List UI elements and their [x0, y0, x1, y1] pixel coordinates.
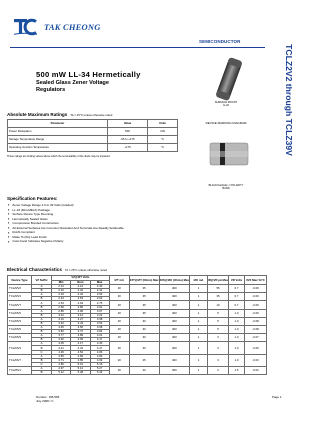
cell-izt: 20 [109, 317, 129, 325]
cell-vz-nom: 3.89 [71, 334, 90, 338]
cell-vz-nom: 3.27 [71, 317, 90, 321]
cell-tc: -0.06 [245, 342, 267, 354]
electrical-table [7, 275, 267, 375]
bullet-icon: ▪ [8, 206, 10, 212]
feature-text: Surface Device Type Mounting [12, 212, 54, 217]
abs-col-units: Units [148, 120, 178, 128]
bullet-icon: ▪ [8, 225, 10, 230]
cell-vr: 0.7 [229, 293, 245, 301]
cell-zzt: 35 [129, 301, 159, 309]
cell-vz-max: 2.52 [90, 293, 109, 297]
cell-device: TCLZ4V7 [8, 354, 32, 366]
bullet-icon: ▪ [8, 229, 10, 235]
feature-text: Zener Voltage Range 2.0 to 39 Volts (Graded) [12, 203, 74, 207]
cell-vz-nom: 3.56 [71, 325, 90, 329]
col-device: Device Type [8, 276, 32, 285]
cell-vz-min: 3.92 [52, 338, 71, 342]
cell-tc: -0.09 [245, 309, 267, 317]
header-divider [10, 47, 265, 48]
cell-vz-nom: 2.96 [71, 309, 90, 313]
bullet-icon: ▪ [8, 202, 10, 208]
cell-suffix: B [32, 305, 52, 309]
title-line-3: Regulators [36, 87, 66, 93]
cell-suffix: A [32, 285, 52, 289]
cell-vr: 1.5 [229, 366, 245, 374]
cell-vz-min: 4.21 [52, 346, 71, 350]
cell-zzk: 400 [159, 317, 189, 325]
cell-vz-nom: 2.64 [71, 301, 90, 305]
cell-izt: 20 [109, 293, 129, 301]
cell-izt: 20 [109, 342, 129, 354]
features-list [8, 203, 124, 244]
cell-suffix: A [32, 317, 52, 321]
cell-vz-nom: 3.43 [71, 321, 90, 325]
cell-vz-max: 3.68 [90, 325, 109, 329]
side-title [272, 10, 292, 190]
cell-izk: 1 [190, 293, 208, 301]
cell-vz-min: 4.05 [52, 342, 71, 346]
features-heading: Specification Features: [7, 196, 58, 201]
cell-vr: 1.0 [229, 342, 245, 354]
cell-ir: 5 [208, 309, 229, 317]
cell-ir: 2 [208, 366, 229, 374]
cell-zzt: 30 [129, 317, 159, 325]
cell-suffix: B [32, 330, 52, 334]
bullet-icon: ▪ [8, 211, 10, 217]
col-vz-max: Max [90, 280, 109, 285]
col-zzk: ZZK@IZK (Ohms) Max [159, 276, 189, 285]
cell-ir: 5 [208, 325, 229, 333]
cell-vz-max: 2.75 [90, 301, 109, 305]
cell-zzk: 400 [159, 309, 189, 317]
cell-vz-max: 3.38 [90, 317, 109, 321]
cell-izt: 20 [109, 285, 129, 293]
abs-col-value: Value [108, 120, 148, 128]
cell-vz-min: 2.22 [52, 289, 71, 293]
cell-vz-min: 2.69 [52, 305, 71, 309]
cell-zzk: 400 [159, 325, 189, 333]
cell-izk: 1 [190, 301, 208, 309]
cell-izk: 1 [190, 317, 208, 325]
marking-diagram [206, 129, 252, 179]
cell-vz-nom: 4.34 [71, 346, 90, 350]
cell-vz-min: 4.86 [52, 362, 71, 366]
cell-vz-min: 3.45 [52, 325, 71, 329]
cell-vz-nom: 2.53 [71, 297, 90, 301]
feature-text: LL-34 (Mini-MELF) Package [12, 207, 50, 212]
cell-device: TCLZ3V3 [8, 317, 32, 325]
cell-vz-max: 3.53 [90, 321, 109, 325]
feature-text: Color band Indicates Negative Polarity [12, 239, 64, 244]
electrical-heading: Electrical Characteristics TA = 25°C unless otherwise noted [7, 267, 107, 272]
abs-col-parameter: Parameter [8, 120, 108, 128]
cell-vz-max: 5.43 [90, 371, 109, 375]
cell-vz-min: 5.12 [52, 371, 71, 375]
polarity-caption: BLACK/Cathode = POLARITY BAND [208, 184, 244, 190]
cell-vz-max: 3.84 [90, 330, 109, 334]
cell-vz-nom: 3.72 [71, 330, 90, 334]
cell-tc: -0.09 [245, 301, 267, 309]
cell-suffix: A [32, 342, 52, 346]
cell-zzt: 35 [129, 285, 159, 293]
cell-izt: 20 [109, 366, 129, 374]
cell-izk: 1 [190, 342, 208, 354]
cell-izk: 1 [190, 309, 208, 317]
cell-suffix: B [32, 313, 52, 317]
cell-suffix: A [32, 325, 52, 329]
abs-max-row [8, 144, 178, 152]
company-name: TAK CHEONG [44, 22, 101, 32]
cell-vz-nom: 5.12 [71, 366, 90, 370]
cell-suffix: A [32, 301, 52, 305]
cell-zzt: 30 [129, 342, 159, 354]
cell-ir: 5 [208, 317, 229, 325]
cell-izt: 20 [109, 309, 129, 317]
cell-vz-max: 4.17 [90, 338, 109, 342]
cell-vz-max: 4.01 [90, 334, 109, 338]
footer-info [36, 395, 59, 403]
cell-vz-min: 3.77 [52, 334, 71, 338]
cell-device: TCLZ3V9 [8, 334, 32, 342]
abs-cell-value: +175 [108, 144, 148, 152]
cell-vz-min: 3.32 [52, 321, 71, 325]
cell-ir: 3 [208, 354, 229, 366]
cell-vr: 0.7 [229, 285, 245, 293]
col-vz-nom: Nom [71, 280, 90, 285]
cell-device: TCLZ3V6 [8, 325, 32, 333]
cell-vr: 0.7 [229, 301, 245, 309]
abs-max-row [8, 136, 178, 144]
bullet-icon: ▪ [8, 238, 10, 244]
abs-max-table [7, 119, 178, 152]
cell-ir: 55 [208, 285, 229, 293]
cell-vz-min: 2.33 [52, 293, 71, 297]
abs-cell-units: °C [148, 144, 178, 152]
cell-vz-nom: 2.42 [71, 293, 90, 297]
cell-izk: 1 [190, 354, 208, 366]
cell-vz-nom: 2.21 [71, 285, 90, 289]
cell-vz-nom: 5.28 [71, 371, 90, 375]
cell-izt: 20 [109, 354, 129, 366]
cell-zzk: 400 [159, 301, 189, 309]
cell-device: TCLZ4V3 [8, 342, 32, 354]
abs-cell-units: °C [148, 136, 178, 144]
cell-vz-max: 3.07 [90, 309, 109, 313]
cell-suffix: A [32, 309, 52, 313]
abs-max-row [8, 128, 178, 136]
cell-zzt: 35 [129, 309, 159, 317]
feature-text: Hermetically Sealed Glass [12, 216, 48, 221]
cell-ir: 3 [208, 342, 229, 354]
cell-vz-nom: 3.12 [71, 313, 90, 317]
doc-date: July 2008 / C [36, 399, 54, 404]
cell-vz-max: 4.66 [90, 350, 109, 354]
feature-text: RoHS Compliant [12, 230, 35, 235]
cell-vr: 1.0 [229, 354, 245, 366]
cell-vz-min: 4.39 [52, 350, 71, 354]
feature-text: Compression Bonded Construction [12, 221, 59, 226]
cell-vr: 1.0 [229, 325, 245, 333]
marking-caption: DEVICE MARKING DIAGRAM [205, 121, 247, 125]
cell-vr: 1.0 [229, 309, 245, 317]
feature-item [8, 239, 124, 244]
cell-zzk: 400 [159, 366, 189, 374]
cell-tc: -0.07 [245, 334, 267, 342]
cell-zzt: 25 [129, 354, 159, 366]
cell-suffix: A [32, 293, 52, 297]
doc-number: Number : DB-565 [36, 395, 60, 399]
package-image [209, 54, 249, 104]
cell-suffix: C [32, 362, 52, 366]
cell-suffix: A [32, 354, 52, 358]
cell-tc: -0.09 [245, 285, 267, 293]
cell-ir: 35 [208, 293, 229, 301]
cell-vz-max: 5.27 [90, 366, 109, 370]
cell-vz-nom: 2.32 [71, 289, 90, 293]
col-vr: VR Volts [229, 276, 245, 285]
cell-vz-max: 3.22 [90, 313, 109, 317]
cell-vz-min: 2.43 [52, 297, 71, 301]
cell-suffix: C [32, 350, 52, 354]
cell-izk: 1 [190, 366, 208, 374]
abs-max-note: These ratings are limiting values above which the serviceability of the diode may be impaired. [7, 155, 111, 158]
cell-vz-max: 5.16 [90, 362, 109, 366]
col-izt: IZT mA [109, 276, 129, 285]
cell-zzk: 400 [159, 285, 189, 293]
cell-vz-nom: 2.80 [71, 305, 90, 309]
cell-vz-nom: 4.85 [71, 358, 90, 362]
cell-vz-min: 2.85 [52, 309, 71, 313]
cell-device: TCLZ3V0 [8, 309, 32, 317]
cell-vr: 1.0 [229, 317, 245, 325]
cell-vr: 1.0 [229, 334, 245, 342]
abs-cell-value: -65 to +175 [108, 136, 148, 144]
cell-suffix: B [32, 358, 52, 362]
cell-vz-min: 2.12 [52, 285, 71, 289]
cell-tc: -0.02 [245, 366, 267, 374]
cell-device: TCLZ2V7 [8, 301, 32, 309]
cell-suffix: B [32, 371, 52, 375]
cell-vz-min: 3.60 [52, 330, 71, 334]
semiconductor-label: SEMICONDUCTOR [199, 39, 241, 44]
cell-vz-max: 4.99 [90, 358, 109, 362]
cell-vz-nom: 4.05 [71, 338, 90, 342]
cell-device: TCLZ2V2 [8, 285, 32, 293]
cell-zzk: 400 [159, 293, 189, 301]
cell-tc: -0.09 [245, 293, 267, 301]
company-logo [14, 18, 101, 36]
cell-vz-min: 4.55 [52, 354, 71, 358]
cell-vz-max: 2.91 [90, 305, 109, 309]
cell-izk: 1 [190, 334, 208, 342]
feature-text: Matte Tin(Sn) Lead Finish [12, 234, 47, 239]
feature-text: All External Surfaces Are Corrosion Resistant And Terminals Are Readily Solderable [12, 225, 124, 230]
cell-zzk: 400 [159, 334, 189, 342]
page-number: Page 1 [272, 395, 282, 399]
col-vz-min: Min [52, 280, 71, 285]
bullet-icon: ▪ [8, 215, 10, 221]
title-line-1: 500 mW LL-34 Hermetically [36, 70, 141, 79]
cell-vz-min: 2.54 [52, 301, 71, 305]
title-line-2: Sealed Glass Zener Voltage [36, 80, 109, 86]
bullet-icon: ▪ [8, 220, 10, 226]
cell-vz-max: 2.41 [90, 289, 109, 293]
cell-vz-max: 4.30 [90, 342, 109, 346]
cell-vz-nom: 4.69 [71, 354, 90, 358]
cell-ir: 10 [208, 301, 229, 309]
tc-logo-icon [14, 18, 38, 36]
col-zzt: ZZT@IZT (Ohms) Max [129, 276, 159, 285]
col-ir: IR@VR µA Max [208, 276, 229, 285]
cell-vz-min: 4.97 [52, 366, 71, 370]
cell-suffix: B [32, 297, 52, 301]
cell-zzt: 30 [129, 334, 159, 342]
cell-izk: 1 [190, 285, 208, 293]
cell-vz-max: 2.63 [90, 297, 109, 301]
cell-izk: 1 [190, 325, 208, 333]
col-vz-suffix: VZ Suffix [32, 276, 52, 285]
cell-vz-min: 3.01 [52, 313, 71, 317]
cell-zzt: 35 [129, 293, 159, 301]
cell-suffix: B [32, 289, 52, 293]
cell-vz-max: 4.47 [90, 346, 109, 350]
cell-vz-max: 4.83 [90, 354, 109, 358]
cell-zzk: 400 [159, 342, 189, 354]
abs-cell-units: mW [148, 128, 178, 136]
side-title-text: TCLZ2V2 through TCLZ39V [284, 44, 294, 156]
cell-zzt: 30 [129, 325, 159, 333]
cell-ir: 3 [208, 334, 229, 342]
col-izk: IZK mA [190, 276, 208, 285]
cell-suffix: A [32, 366, 52, 370]
cell-device: TCLZ5V1 [8, 366, 32, 374]
col-tc: θVZ Max %/°C [245, 276, 267, 285]
cell-tc: -0.03 [245, 354, 267, 366]
col-vz: VZ@IZT Volts [52, 276, 110, 281]
abs-cell-parameter: Storage Temperature Range [8, 136, 108, 144]
abs-max-heading: Absolute Maximum Ratings TA = 25°C unless otherwise noted [7, 112, 113, 117]
smd-caption: SURFACE MOUNT LL34 [214, 101, 238, 107]
abs-cell-parameter: Power Dissipation [8, 128, 108, 136]
cell-vz-nom: 4.17 [71, 342, 90, 346]
abs-cell-parameter: Operating Junction Temperature [8, 144, 108, 152]
cell-suffix: B [32, 321, 52, 325]
cell-device: TCLZ2V4 [8, 293, 32, 301]
cell-zzk: 400 [159, 354, 189, 366]
cell-vz-min: 3.16 [52, 317, 71, 321]
cell-zzt: 20 [129, 366, 159, 374]
bullet-icon: ▪ [8, 234, 10, 240]
cell-tc: -0.08 [245, 317, 267, 325]
cell-vz-nom: 4.52 [71, 350, 90, 354]
cell-izt: 20 [109, 301, 129, 309]
cell-vz-min: 4.71 [52, 358, 71, 362]
cell-izt: 20 [109, 325, 129, 333]
cell-vz-max: 2.30 [90, 285, 109, 289]
cell-suffix: A [32, 334, 52, 338]
cell-izt: 20 [109, 334, 129, 342]
cell-tc: -0.08 [245, 325, 267, 333]
cell-vz-nom: 5.01 [71, 362, 90, 366]
cell-suffix: B [32, 346, 52, 350]
cell-suffix: B [32, 338, 52, 342]
abs-cell-value: 500 [108, 128, 148, 136]
